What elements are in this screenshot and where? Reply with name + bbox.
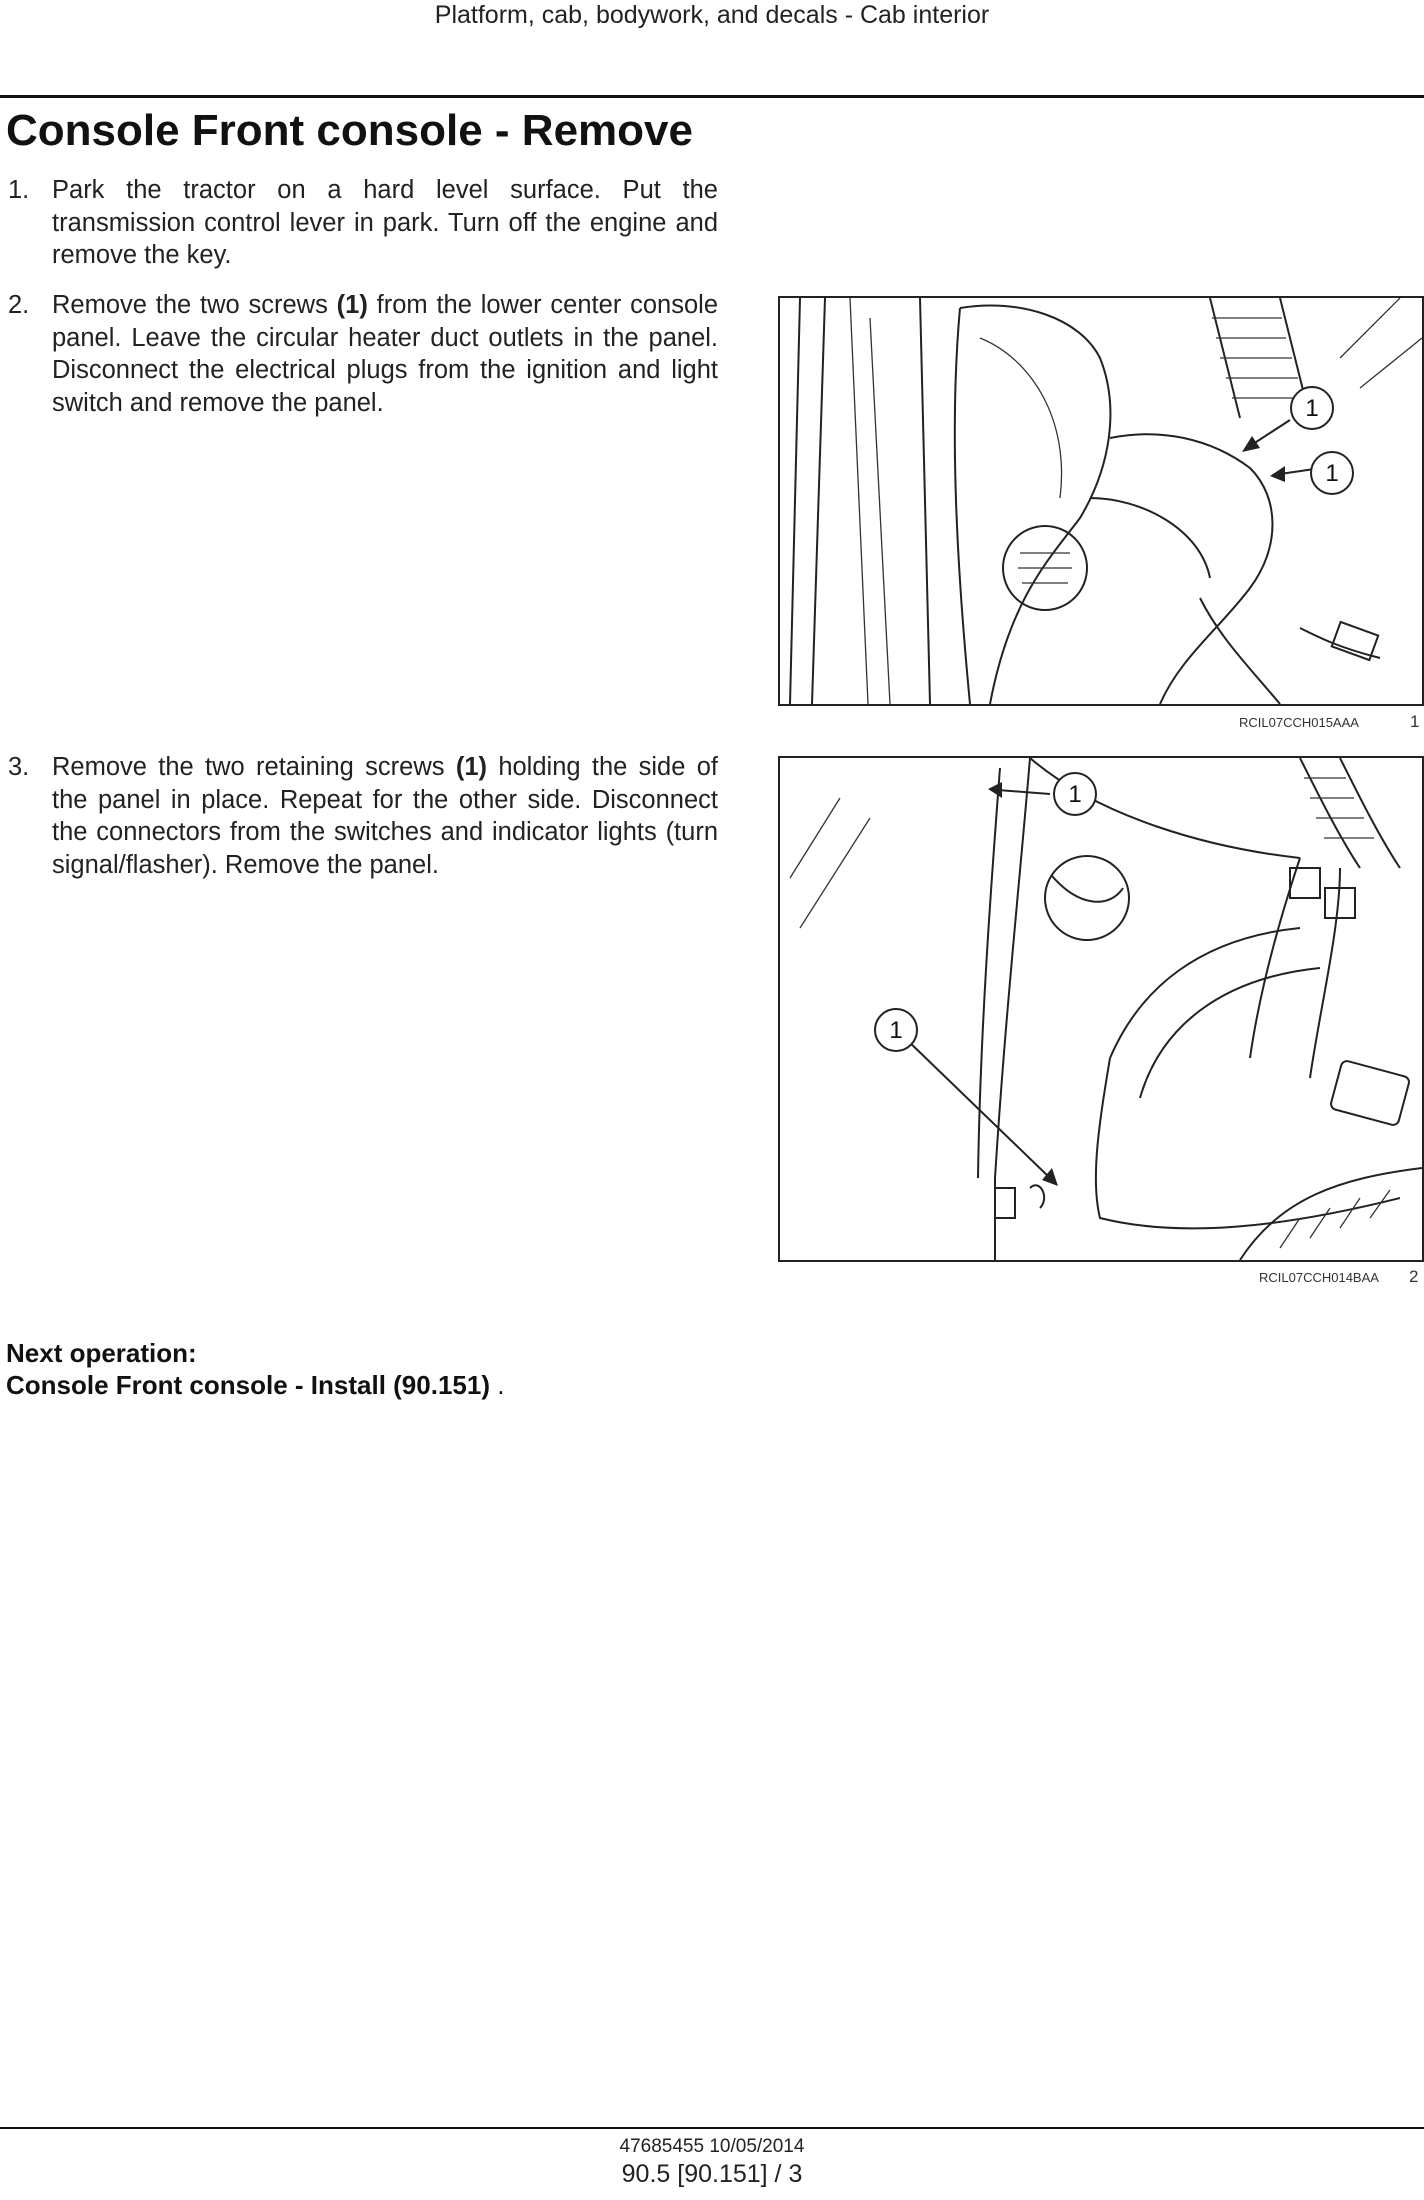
callout-label: 1 (889, 1017, 903, 1044)
callout-marker (875, 1009, 917, 1051)
step-number: 2. (8, 291, 30, 319)
figure-2-number: 2 (1409, 1267, 1419, 1286)
figure-2-illustration (778, 756, 1424, 1262)
running-header: Platform, cab, bodywork, and decals - Cab interior (434, 1, 990, 29)
callout-label: 1 (1305, 395, 1319, 422)
callout-reference: (1) (455, 753, 487, 781)
step-1 (8, 174, 718, 272)
step-text: Remove the two screws (52, 291, 337, 319)
callout-marker (1054, 773, 1096, 815)
callout-marker (1291, 387, 1333, 429)
callout-marker (1311, 452, 1353, 494)
section-title: Console Front console - Remove (6, 106, 693, 155)
footer-rule (0, 2127, 1424, 2129)
figure-1-number: 1 (1410, 712, 1420, 731)
step-3 (8, 751, 718, 881)
step-text: Remove the two retaining screws (52, 753, 456, 781)
next-operation-link-row (6, 1369, 504, 1401)
step-text: from the lower center console panel. Leave the circular heater duct outlets in the panel. Disconnect the electrical plugs from the ignition and light switch and remove the panel. (52, 291, 719, 417)
callout-reference: (1) (336, 291, 368, 319)
header-rule (0, 95, 1424, 98)
step-text: holding the side of the panel in place. Repeat for the other side. Disconnect the connectors from the switches and indicator lights (turn signal/flasher). Remove the panel. (52, 753, 718, 879)
step-text: Park the tractor on a hard level surface. Put the transmission control lever in park. Turn off the engine and remove the key. (52, 176, 718, 269)
figure-1-illustration (778, 296, 1424, 706)
step-number: 1. (8, 176, 30, 204)
footer-document-id: 47685455 10/05/2014 (619, 2136, 805, 2157)
next-operation-link[interactable]: Console Front console - Install (90.151) (6, 1370, 490, 1400)
callout-label: 1 (1325, 460, 1339, 487)
step-2 (8, 289, 718, 419)
callout-label: 1 (1068, 781, 1082, 808)
figure-2-reference: RCIL07CCH014BAA (1259, 1270, 1379, 1285)
footer-page-number: 90.5 [90.151] / 3 (621, 2160, 803, 2188)
next-operation-suffix: . (489, 1370, 505, 1400)
next-operation-label: Next operation: (6, 1338, 197, 1368)
step-number: 3. (8, 753, 30, 781)
figure-1-reference: RCIL07CCH015AAA (1239, 715, 1359, 730)
